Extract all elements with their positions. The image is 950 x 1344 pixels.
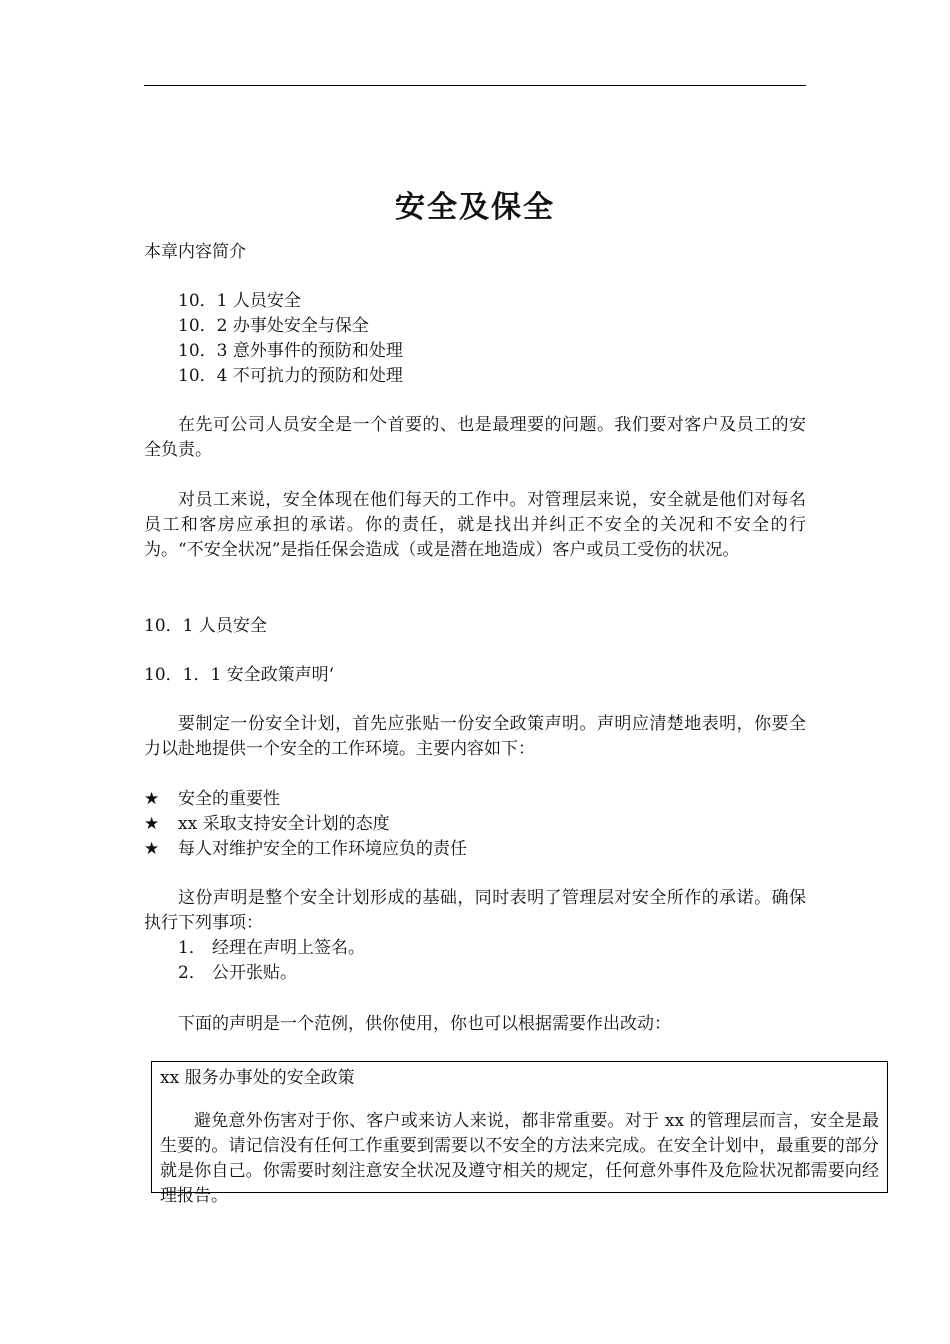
step-item	[178, 936, 365, 961]
paragraph-3: 要制定一份安全计划，首先应张贴一份安全政策声明。声明应清楚地表明，你要全力以赴地提供一个安全的工作环境。主要内容如下：	[144, 714, 806, 759]
step-list	[178, 936, 365, 986]
bullet-text: xx 采取支持安全计划的态度	[178, 814, 390, 834]
paragraph-5: 下面的声明是一个范例，供你使用，你也可以根据需要作出改动：	[178, 1014, 671, 1034]
paragraph-2: 对员工来说，安全体现在他们每天的工作中。对管理层来说，安全就是他们对每名员工和客房应承担的承诺。你的责任，就是找出并纠正不安全的关况和不安全的行为。“不安全状况”是指任保会造成（或是潜在地造成）客户或员工受伤的状况。	[144, 490, 806, 560]
subsection-heading: 10．1．1 安全政策声明‘	[144, 665, 335, 685]
step-text: 公开张贴。	[212, 963, 297, 983]
paragraph-4: 这份声明是整个安全计划形成的基础，同时表明了管理层对安全所作的承诺。确保执行下列事项：	[144, 888, 806, 933]
bullet-item	[144, 837, 467, 862]
step-number: 2．	[178, 963, 206, 983]
star-icon: ★	[144, 814, 160, 834]
paragraph-1: 在先可公司人员安全是一个首要的、也是最理要的问题。我们要对客户及员工的安全负责。	[144, 415, 806, 460]
policy-box	[151, 1061, 888, 1206]
star-icon: ★	[144, 839, 160, 859]
bullet-item	[144, 787, 467, 812]
toc-item: 10．4 不可抗力的预防和处理	[178, 366, 403, 386]
bullet-item	[144, 812, 467, 837]
step-number: 1．	[178, 938, 206, 958]
page-title: 安全及保全	[395, 190, 555, 225]
intro-heading: 本章内容简介	[144, 242, 246, 262]
step-text: 经理在声明上签名。	[212, 938, 365, 958]
bullet-text: 每人对维护安全的工作环境应负的责任	[178, 839, 467, 859]
toc-item: 10．3 意外事件的预防和处理	[178, 341, 403, 361]
policy-box-body: 避免意外伤害对于你、客户或来访人来说，都非常重要。对于 xx 的管理层而言，安全是最生要的。请记信没有任何工作重要到需要以不安全的方法来完成。在安全计划中，最重要的部分就是你自己。你需要时刻注意安全状况及遵守相关的规定，任何意外事件及危险状况都需要向经理报告。	[160, 1111, 879, 1206]
toc-list	[178, 289, 403, 389]
toc-item: 10．2 办事处安全与保全	[178, 316, 369, 336]
bullet-text: 安全的重要性	[178, 789, 280, 809]
header-rule	[144, 85, 806, 86]
star-icon: ★	[144, 789, 160, 809]
section-heading: 10．1 人员安全	[144, 616, 267, 636]
toc-item: 10．1 人员安全	[178, 291, 301, 311]
step-item	[178, 961, 365, 986]
policy-box-title: xx 服务办事处的安全政策	[160, 1068, 355, 1088]
bullet-list	[144, 787, 467, 862]
